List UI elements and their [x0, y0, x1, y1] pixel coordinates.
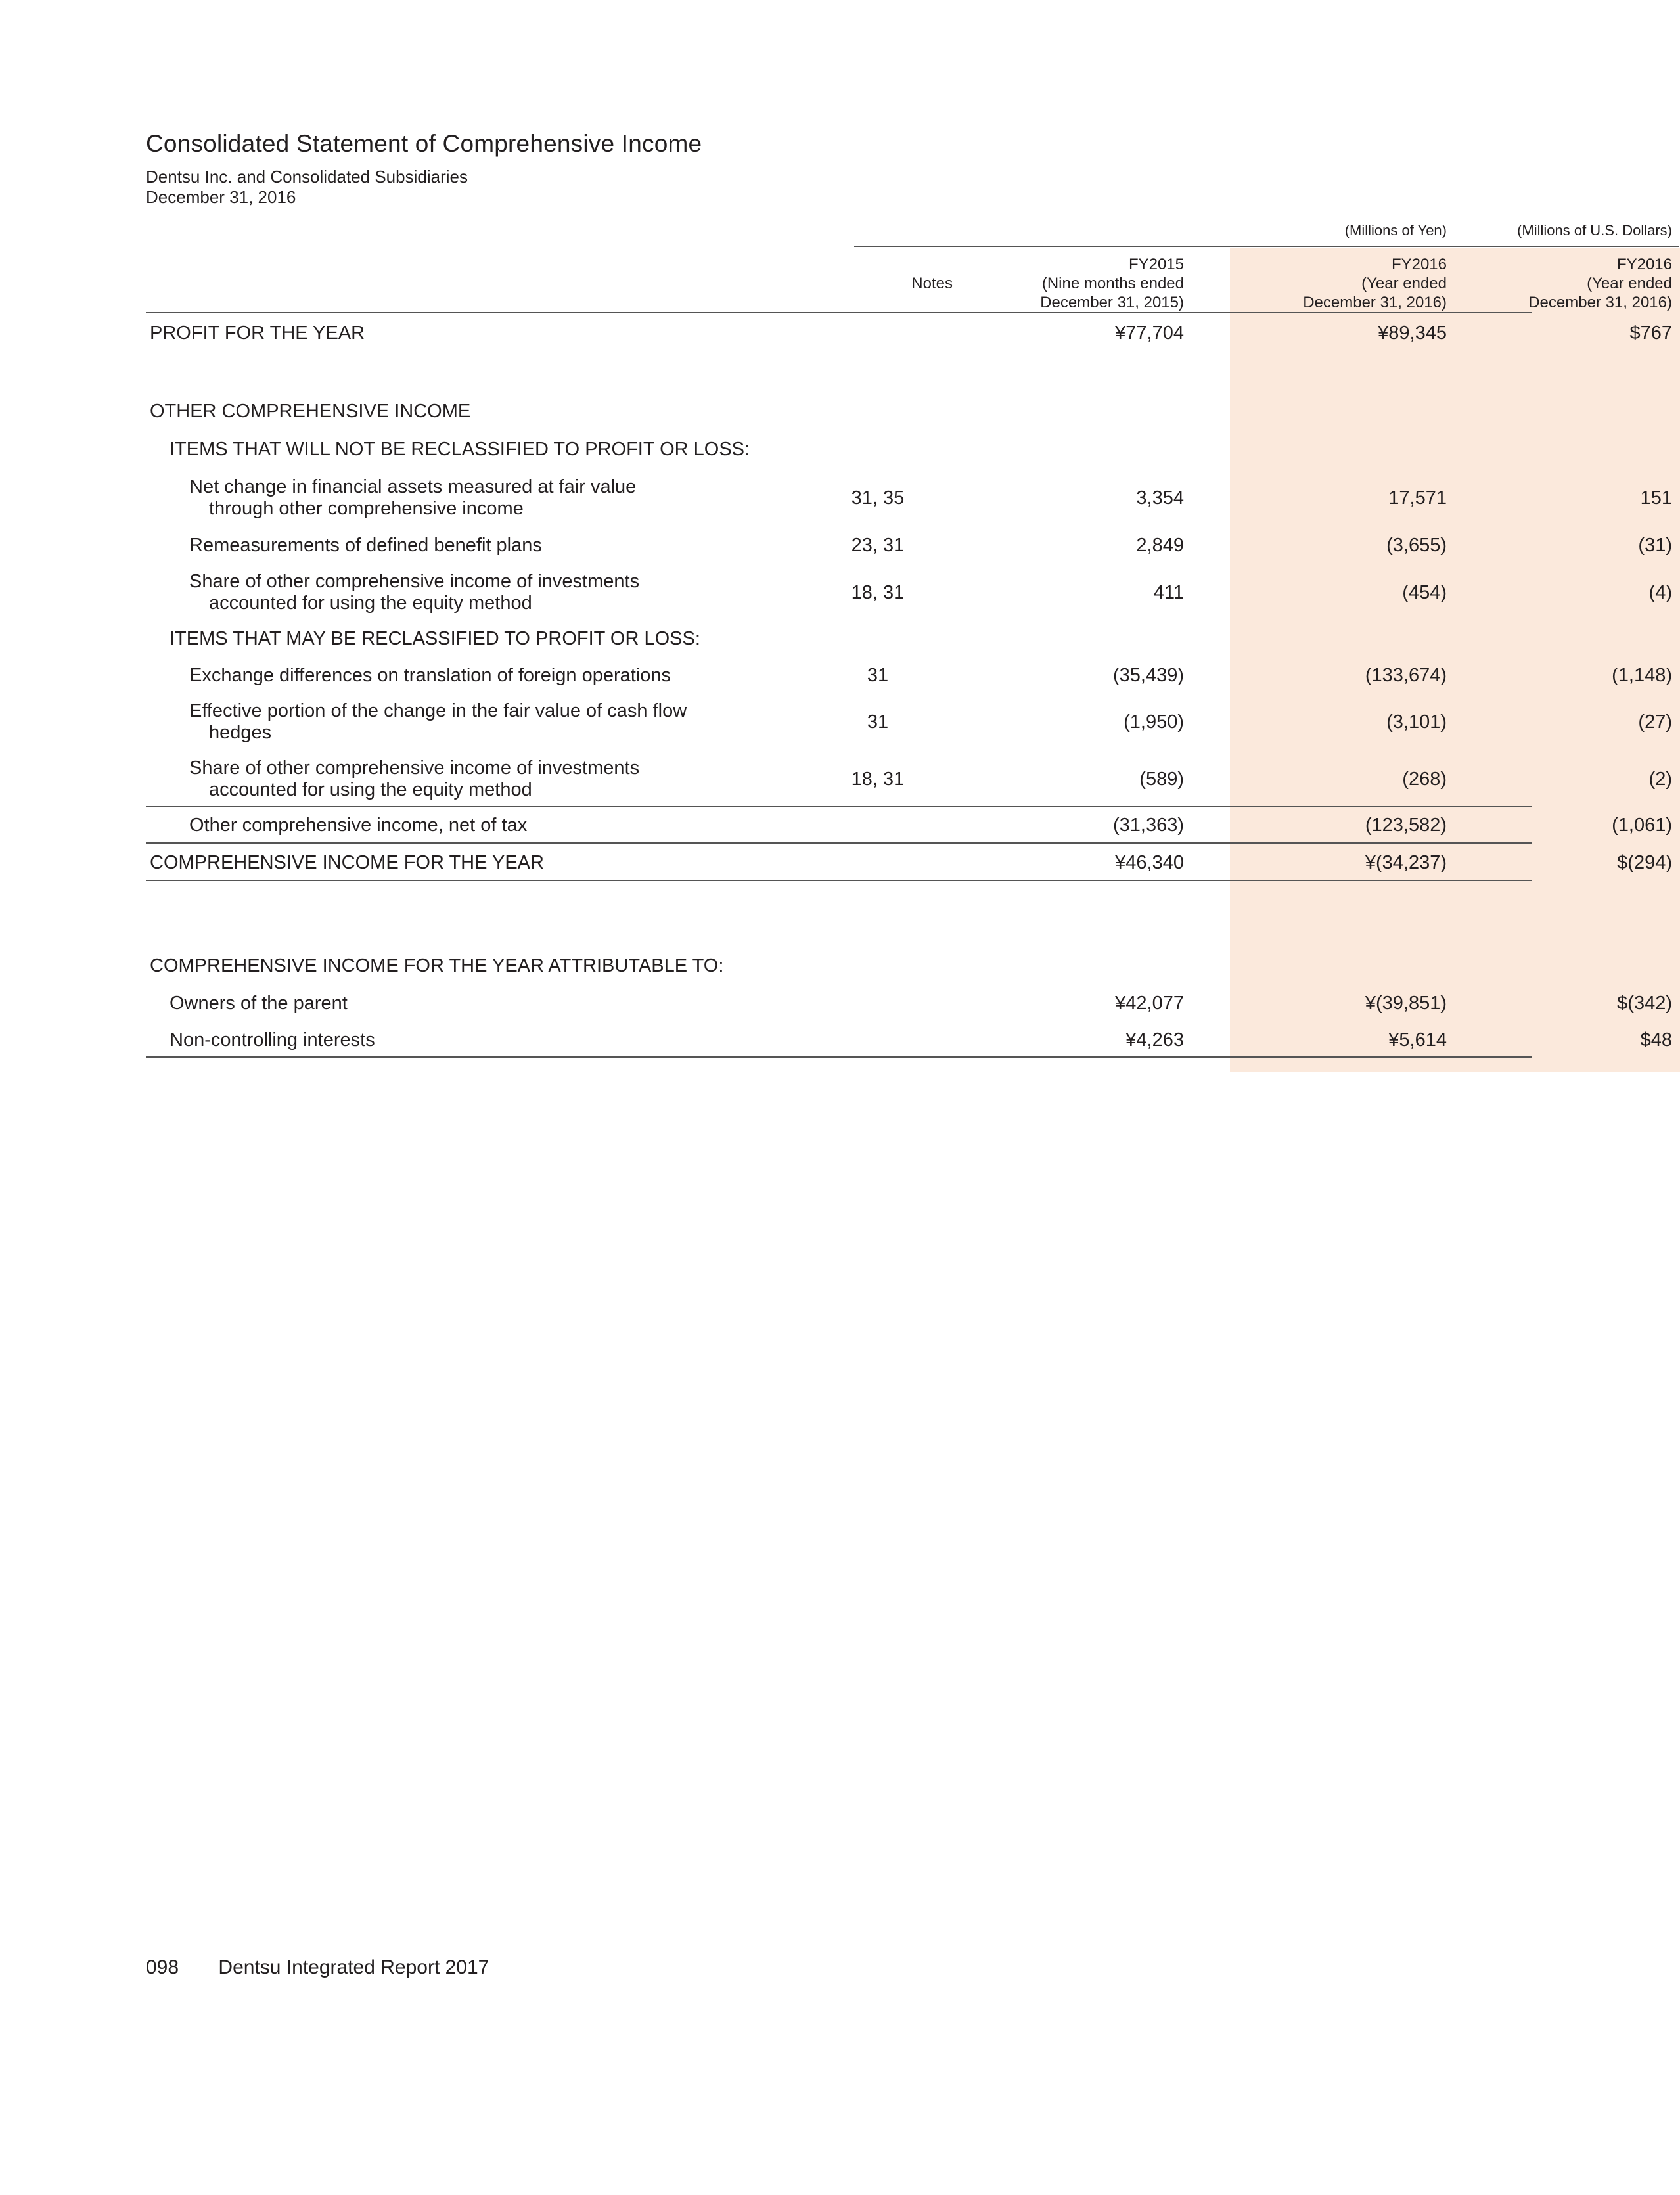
total-rule-top	[146, 842, 1532, 844]
company-name: Dentsu Inc. and Consolidated Subsidiaries	[146, 167, 468, 187]
fy2016-highlight	[1230, 248, 1680, 1072]
document-header	[146, 130, 702, 208]
page-title: Consolidated Statement of Comprehensive Income	[146, 130, 702, 157]
unit-usd: (Millions of U.S. Dollars)	[1517, 222, 1672, 238]
report-name: Dentsu Integrated Report 2017	[218, 1957, 489, 1978]
col-header-fy2015: FY2015 (Nine months ended December 31, 2015)	[1040, 256, 1184, 311]
table-bottom-rule	[146, 1056, 1532, 1058]
total-rule-bottom	[146, 880, 1532, 881]
page-number: 098	[146, 1957, 179, 1978]
page-footer	[146, 1957, 489, 1979]
unit-yen: (Millions of Yen)	[1344, 222, 1447, 238]
header-rule	[146, 312, 1532, 313]
statement-date: December 31, 2016	[146, 187, 296, 207]
col-header-notes: Notes	[911, 275, 953, 292]
col-header-usd2016: FY2016 (Year ended December 31, 2016)	[1528, 256, 1672, 311]
units-rule	[854, 246, 1679, 247]
col-header-fy2016: FY2016 (Year ended December 31, 2016)	[1303, 256, 1447, 311]
subtotal-rule	[146, 806, 1532, 807]
